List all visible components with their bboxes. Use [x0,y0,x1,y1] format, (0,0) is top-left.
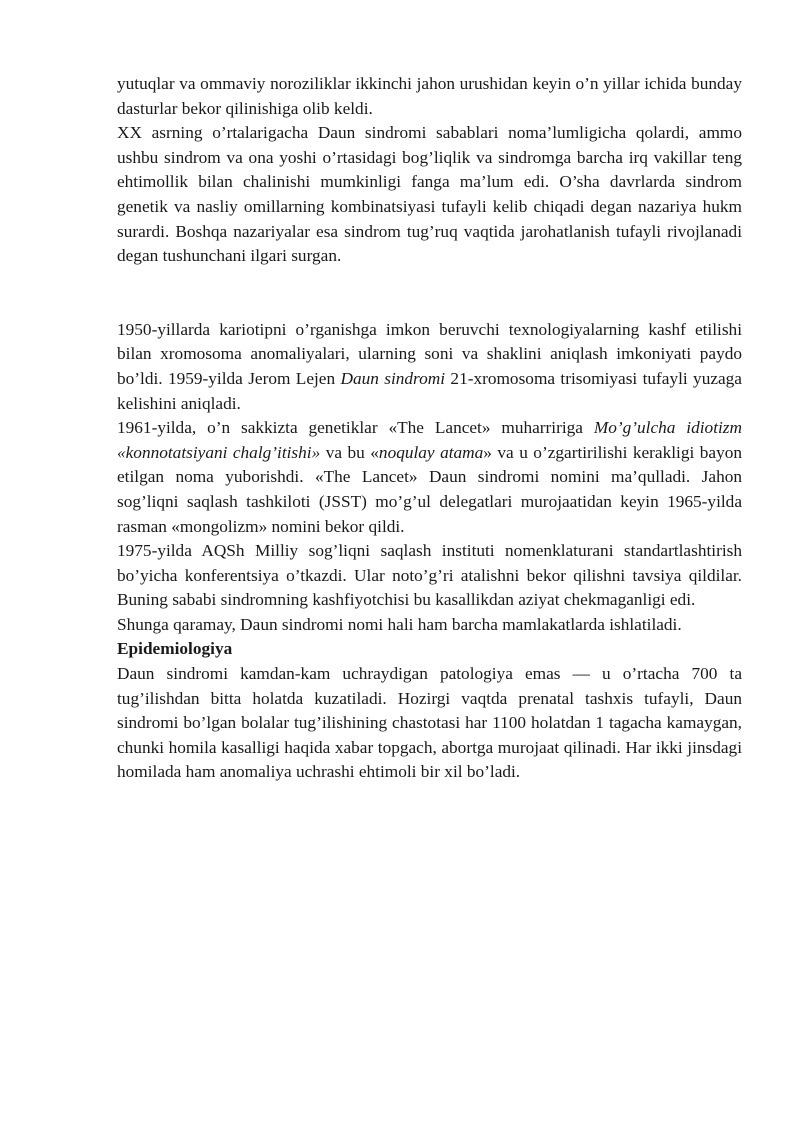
paragraph-3-italic: Daun sindromi [340,368,446,388]
section-heading-epidemiology: Epidemiologiya [117,639,233,659]
paragraph-4-italic-1: Mo’g’ulcha idiotizm «konnotatsiyani chalg’itishi» [117,418,742,462]
paragraph-3-text-b: 21-xromosoma trisomiyasi tufayli yuzaga kelishini aniqladi. [117,368,742,413]
paragraph-4-italic-2: noqulay atama [378,442,484,462]
paragraph-4 [117,416,742,539]
paragraph-7: Daun sindromi kamdan-kam uchraydigan patologiya emas — u o’rtacha 700 ta tug’ilishdan bitta holatda kuzatiladi. Hozirgi vaqtda prenatal tashxis tufayli, Daun sindromi bo’lgan bolalar tug’ilishining chastotasi har 1100 holatdan 1 tagacha kamaygan, chunki homila kasalligi haqida xabar topgach, abortga murojaat qilinadi. Har ikki jinsdagi homilada ham anomaliya uchrashi ehtimoli bir xil bo’ladi. [117,664,742,782]
paragraph-4-text-b: va bu « [320,442,379,462]
paragraph-6: Shunga qaramay, Daun sindromi nomi hali ham barcha mamlakatlarda ishlatiladi. [117,614,682,634]
paragraph-3 [117,318,742,416]
paragraph-4-text-c: » va u o’zgartirilishi kerakligi bayon etilgan noma yuborishdi. «The Lancet» Daun sindromi nomini ma’qulladi. Jahon sog’liqni saqlash tashkiloti (JSST) mo’g’ul delegatlari murojaatidan keyin 1965-yilda rasman «mongolizm» nomini bekor qildi. [117,442,742,536]
paragraph-1: yutuqlar va ommaviy noroziliklar ikkinchi jahon urushidan keyin o’n yillar ichida bunday dasturlar bekor qilinishiga olib keldi. [117,74,742,118]
paragraph-4-text-a: 1961-yilda, o’n sakkizta genetiklar «The Lancet» muharririga [117,418,594,438]
paragraph-5: 1975-yilda AQSh Milliy sog’liqni saqlash instituti nomenklaturani standartlashtirish bo’yicha konferentsiya o’tkazdi. Ular noto’g’ri atalishni bekor qilishni tavsiya qildilar. Buning sababi sindromning kashfiyotchisi bu kasallikdan aziyat chekmaganligi edi. [117,541,742,610]
paragraph-2: XX asrning o’rtalarigacha Daun sindromi sabablari noma’lumligicha qolardi, ammo ushbu sindrom va ona yoshi o’rtasidagi bog’liqlik va sindromga barcha irq vakillar teng ehtimollik bilan chalinishi mumkinligi fanga ma’lum edi. O’sha davrlarda sindrom genetik va nasliy omillarning kombinatsiyasi tufayli kelib chiqadi degan nazariya hukm surardi. Boshqa nazariyalar esa sindrom tug’ruq vaqtida jarohatlanish tufayli rivojlanadi degan tushunchani ilgari surgan. [117,123,742,266]
paragraph-3-text-a: 1950-yillarda kariotipni o’rganishga imkon beruvchi texnologiyalarning kashf etilishi bilan xromosoma anomaliyalari, ularning soni va shaklini aniqlash imkoniyati paydo bo’ldi. 1959-yilda Jerom Lejen [117,319,742,388]
document-page [117,72,742,785]
paragraph-gap [117,269,742,318]
